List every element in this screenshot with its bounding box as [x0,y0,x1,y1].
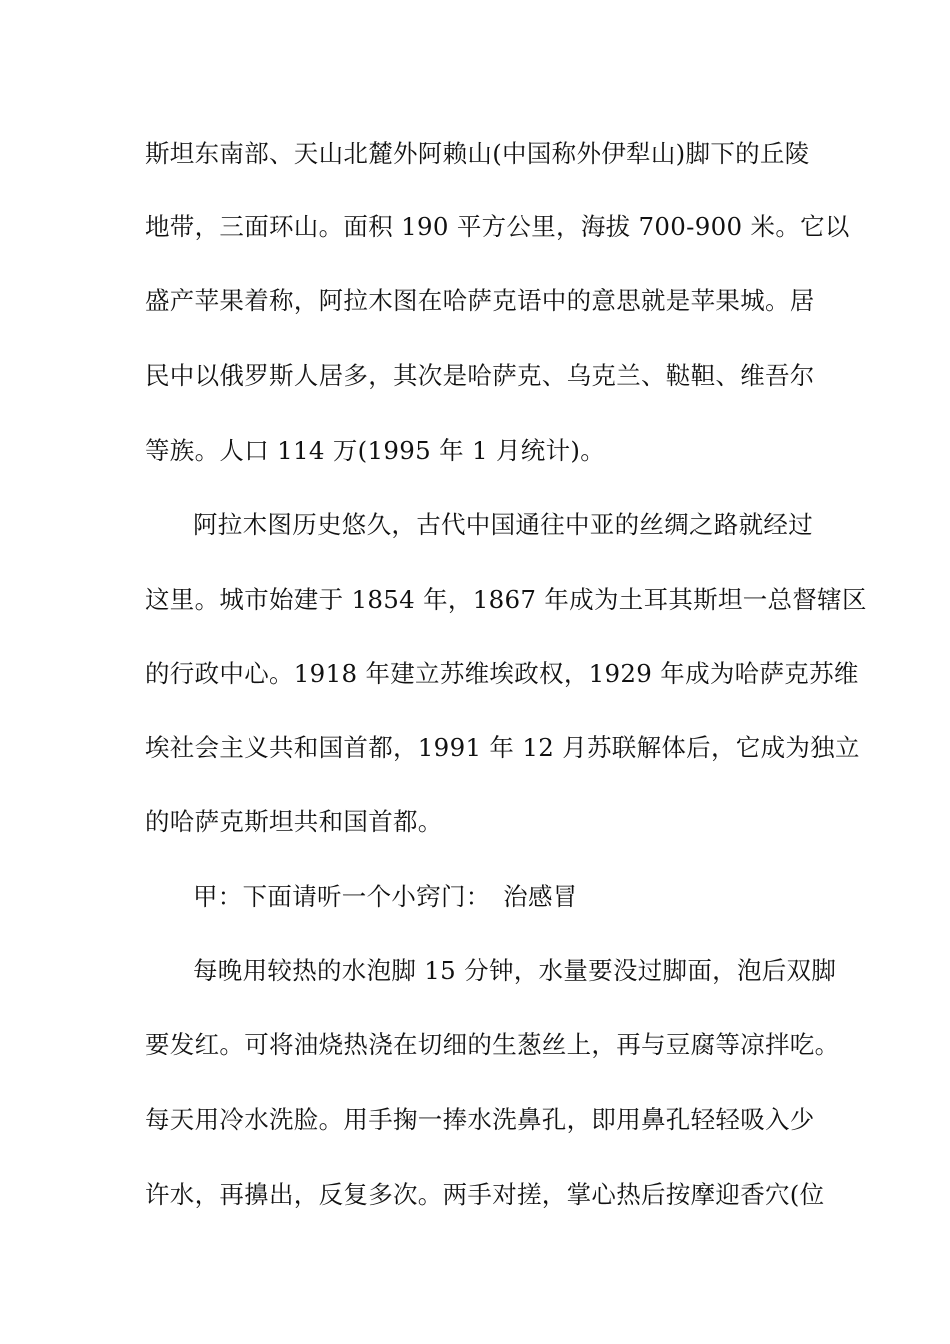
paragraph-line: 要发红。可将油烧热浇在切细的生葱丝上，再与豆腐等凉拌吃。 [145,1030,840,1059]
paragraph-line: 等族。人口 114 万(1995 年 1 月统计)。 [145,436,606,465]
paragraph-first-line: 甲：下面请听一个小窍门： 治感冒 [193,882,578,911]
paragraph-first-line: 每晚用较热的水泡脚 15 分钟，水量要没过脚面，泡后双脚 [193,956,837,985]
paragraph-line: 斯坦东南部、天山北麓外阿赖山(中国称外伊犁山)脚下的丘陵 [145,139,810,168]
paragraph-line: 这里。城市始建于 1854 年，1867 年成为土耳其斯坦一总督辖区 [145,585,867,614]
paragraph-first-line: 阿拉木图历史悠久，古代中国通往中亚的丝绸之路就经过 [193,510,813,539]
paragraph-line: 每天用冷水洗脸。用手掬一捧水洗鼻孔，即用鼻孔轻轻吸入少 [145,1105,815,1134]
paragraph-line: 民中以俄罗斯人居多，其次是哈萨克、乌克兰、鞑靼、维吾尔 [145,361,815,390]
paragraph-line: 地带，三面环山。面积 190 平方公里，海拔 700-900 米。它以 [145,212,850,241]
paragraph-line: 盛产苹果着称，阿拉木图在哈萨克语中的意思就是苹果城。居 [145,286,815,315]
paragraph-line: 的行政中心。1918 年建立苏维埃政权，1929 年成为哈萨克苏维 [145,659,859,688]
paragraph-line: 许水，再擤出，反复多次。两手对搓，掌心热后按摩迎香穴(位 [145,1180,825,1209]
paragraph-line: 的哈萨克斯坦共和国首都。 [145,807,443,836]
paragraph-line: 埃社会主义共和国首都，1991 年 12 月苏联解体后，它成为独立 [145,733,860,762]
